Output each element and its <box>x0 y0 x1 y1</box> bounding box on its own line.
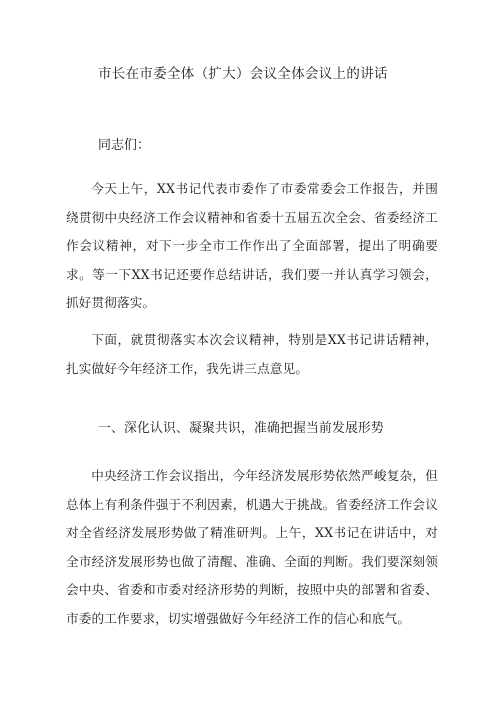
paragraph-section-one: 中央经济工作会议指出，今年经济发展形势依然严峻复杂，但总体上有利条件强于不利因素，机遇大于挑战。省委经济工作会议对全省经济发展形势做了精准研判。上午，XX书记在讲话中，对全市经济发展形势也做了清醒、准确、全面的判断。我们要深刻领会中央、省委和市委对经济形势的判断，按照中央的部署和省委、市委的工作要求，切实增强做好今年经济工作的信心和底气。 <box>66 468 438 626</box>
section-heading: 一、深化认识、凝聚共识，准确把握当前发展形势 <box>98 421 384 436</box>
paragraph-opening: 今天上午，XX书记代表市委作了市委常委会工作报告，并围绕贯彻中央经济工作会议精神和省委十五届五次全会、省委经济工作会议精神，对下一步全市工作作出了全面部署，提出了明确要求。等一下XX书记还要作总结讲话，我们要一并认真学习领会，抓好贯彻落实。 <box>66 181 438 310</box>
salutation: 同志们： <box>98 138 151 153</box>
document-title: 市长在市委全体（扩大）会议全体会议上的讲话 <box>98 66 388 82</box>
paragraph-intro: 下面，就贯彻落实本次会议精神，特别是XX书记讲话精神，扎实做好今年经济工作，我先讲三点意见。 <box>66 332 438 376</box>
